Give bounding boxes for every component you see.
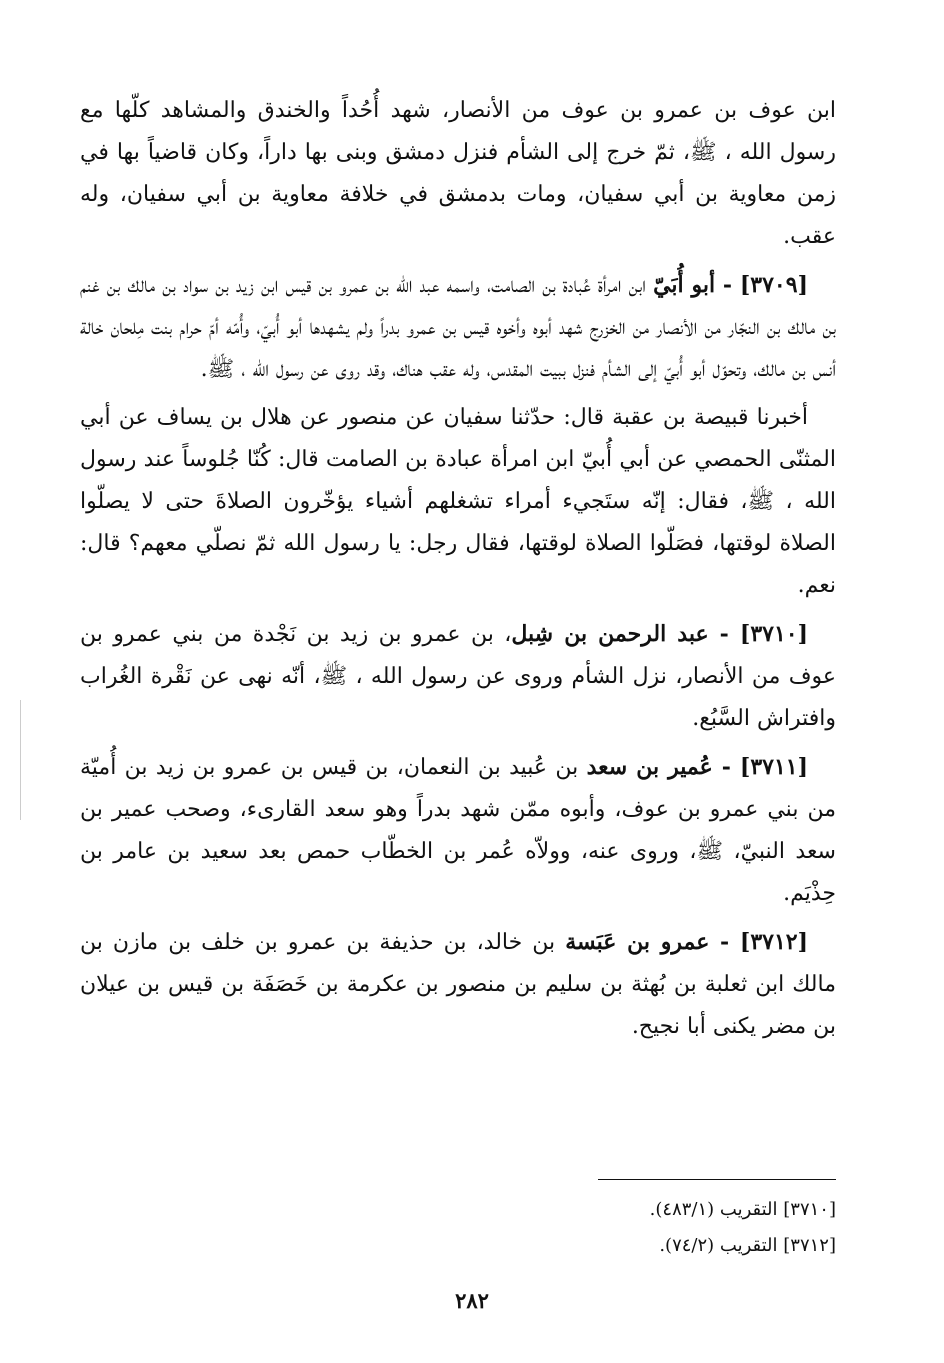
entry-text: بن خالد، بن حذيفة بن عمرو بن خلف بن مازن بن مالك ابن ثعلبة بن بُهثة بن سليم بن منصور بن عكرمة بن خَصَفَة بن قيس بن عيلان بن مضر يكنى أبا نجيح. (80, 930, 836, 1039)
entry-3712 (80, 921, 836, 1048)
entry-3709 (80, 264, 836, 391)
paragraph-text: ابن عوف بن عمرو بن عوف من الأنصار، شهد أُحُداً والخندق والمشاهد كلّها مع رسول الله ، ﷺ، ثمّ خرج إلى الشأم فنزل دمشق وبنى بها داراً، وكان قاضياً بها في زمن معاوية بن أبي سفيان، ومات بدمشق في خلافة معاوية بن أبي سفيان، وله عقب. (80, 98, 836, 249)
entry-heading: [٣٧٠٩] - أبو أُبَيّ (653, 272, 808, 298)
footnote-divider (598, 1179, 836, 1180)
footnote-3710: [٣٧١٠] التقريب (٤٨٣/١). (649, 1199, 836, 1220)
hadith-paragraph (80, 397, 836, 607)
scan-margin-line (20, 700, 21, 820)
entry-3710 (80, 613, 836, 740)
paragraph-continuation (80, 90, 836, 258)
entry-heading: [٣٧١١] - عُمير بن سعد (586, 754, 809, 780)
footnotes (520, 1192, 836, 1264)
entry-heading: [٣٧١٢] - عمرو بن عَبَسة (565, 929, 808, 955)
entry-text: بن عُبيد بن النعمان، بن قيس بن عمرو بن زيد بن أُميّة من بني عمرو بن عوف، وأبوه ممّن شهد بدراً وهو سعد القارىء، وصحب عمير بن سعد النبيّ، ﷺ، وروى عنه، وولاّه عُمر بن الخطّاب حمص بعد سعيد بن عامر بن حِذْيَم. (80, 755, 836, 906)
page-number: ٢٨٢ (455, 1288, 489, 1313)
entry-3711 (80, 746, 836, 915)
entry-text: ، بن عمرو بن زيد بن نَجْدة من بني عمرو بن عوف من الأنصار، نزل الشأم وروى عن رسول الله ، ﷺ، أنّه نهى عن نَقْرة الغُراب وافتراش السَّبُع. (80, 622, 836, 731)
paragraph-text: أخبرنا قبيصة بن عقبة قال: حدّثنا سفيان عن منصور عن هلال بن يساف عن أبي المثنّى الحمصي عن أبي أُبيّ ابن امرأة عبادة بن الصامت قال: كُنّا جُلوساً عند رسول الله ، ﷺ، فقال: إنّه ستَجيء أمراء تشغلهم أشياء يؤخّرون الصلاةَ حتى لا يصلّوا الصلاة لوقتها، فصَلّوا الصلاة لوقتها، فقال رجل: يا رسول الله ثمّ نصلّي معهم؟ قال: نعم. (80, 405, 836, 598)
main-text (80, 90, 836, 1054)
footnote-3712: [٣٧١٢] التقريب (٧٤/٢). (659, 1235, 836, 1256)
entry-text: ابن امرأة عُبادة بن الصامت، واسمه عبد الله بن عمرو بن قيس ابن زيد بن سواد بن مالك بن غنم بن مالك بن النجّار من الأنصار من الخزرج شهد أبوه وأخوه قيس بن عمرو بدراً ولم يشهدها أبو أُبيّ، وأُمّه أمّ حرام بنت مِلحان خالة أنس بن مالك، وتحوّل أبو أُبيّ إلى الشأم فنزل ببيت المقدس، وله عقب هناك، وقد روى عن رسول الله ، ﷺ. (80, 273, 836, 382)
entry-heading: [٣٧١٠] - عبد الرحمن بن شِبل (511, 621, 808, 647)
